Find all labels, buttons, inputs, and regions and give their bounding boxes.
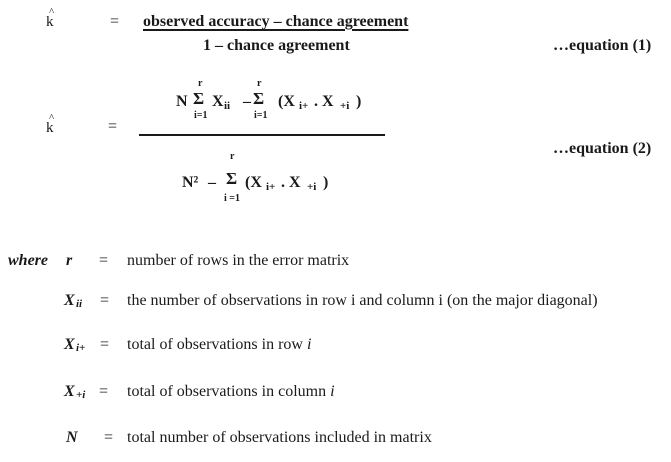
kappa-hat-mark: ^ <box>49 6 55 18</box>
definition-text: number of rows in the error matrix <box>127 252 350 269</box>
den-term-sub1: i+ <box>266 181 276 193</box>
definition-symbol: N <box>66 429 78 446</box>
den-sigma: Σ <box>226 169 238 188</box>
equation-1-numerator: observed accuracy – chance agreement <box>143 13 409 30</box>
num-sigma2: Σ <box>253 89 265 108</box>
definition-symbol: X <box>64 383 75 400</box>
num-sigma-lower: i=1 <box>194 110 208 121</box>
fraction-bar <box>139 134 385 136</box>
where-label: where <box>8 252 48 269</box>
num-X: X <box>212 93 224 110</box>
den-term-sub2: +i <box>307 181 317 193</box>
equation-2-label: …equation (2) <box>553 140 652 157</box>
num-sigma-upper: r <box>198 78 203 89</box>
definition-text: total of observations in column <box>127 383 331 400</box>
definition-text-italic: i <box>330 383 335 400</box>
num-term-mid: . X <box>314 93 334 110</box>
definition-symbol-sub: +i <box>76 389 86 401</box>
definition-equals: = <box>104 429 114 446</box>
den-minus: – <box>208 174 216 191</box>
num-sigma: Σ <box>193 89 205 108</box>
definition-text: total number of observations included in matrix <box>127 429 432 446</box>
definition-symbol: r <box>66 252 73 269</box>
num-X-sub: ii <box>224 100 231 112</box>
num-sigma2-upper: r <box>257 78 262 89</box>
equation-1-label: …equation (1) <box>553 37 652 54</box>
num-term-sub1: i+ <box>299 100 309 112</box>
den-sigma-lower: i =1 <box>224 193 240 204</box>
num-term-sub2: +i <box>340 100 350 112</box>
num-term-close: ) <box>356 93 362 110</box>
kappa-hat-mark-2: ^ <box>49 112 55 124</box>
definition-equals: = <box>100 336 110 353</box>
definition-text-row <box>127 336 311 354</box>
definition-text-row <box>127 383 335 401</box>
num-term-open: (X <box>278 93 295 110</box>
den-term-close: ) <box>323 174 329 191</box>
equals-sign: = <box>110 13 120 30</box>
den-term-open: (X <box>245 174 262 191</box>
definition-symbol: X <box>64 336 75 353</box>
kappa-symbol-2: k <box>46 120 54 136</box>
definition-text-italic: i <box>306 336 312 353</box>
num-minus: – <box>243 93 251 110</box>
den-term-mid: . X <box>281 174 301 191</box>
definition-text: total of observations in row <box>127 336 307 353</box>
definition-equals: = <box>99 252 109 269</box>
num-sigma2-lower: i=1 <box>254 110 268 121</box>
definition-text: the number of observations in row i and column i (on the major diagonal) <box>127 292 598 309</box>
equals-sign-2: = <box>108 118 118 135</box>
den-sigma-upper: r <box>230 151 235 162</box>
definition-equals: = <box>99 383 109 400</box>
definition-symbol: X <box>64 292 75 309</box>
equation-1-denominator: 1 – chance agreement <box>203 37 350 54</box>
definition-symbol-sub: ii <box>76 298 83 310</box>
kappa-symbol: k <box>46 14 54 30</box>
num-N: N <box>176 93 188 110</box>
definition-equals: = <box>100 292 110 309</box>
definition-symbol-sub: i+ <box>76 342 86 354</box>
den-N-squared: N² <box>182 174 199 191</box>
